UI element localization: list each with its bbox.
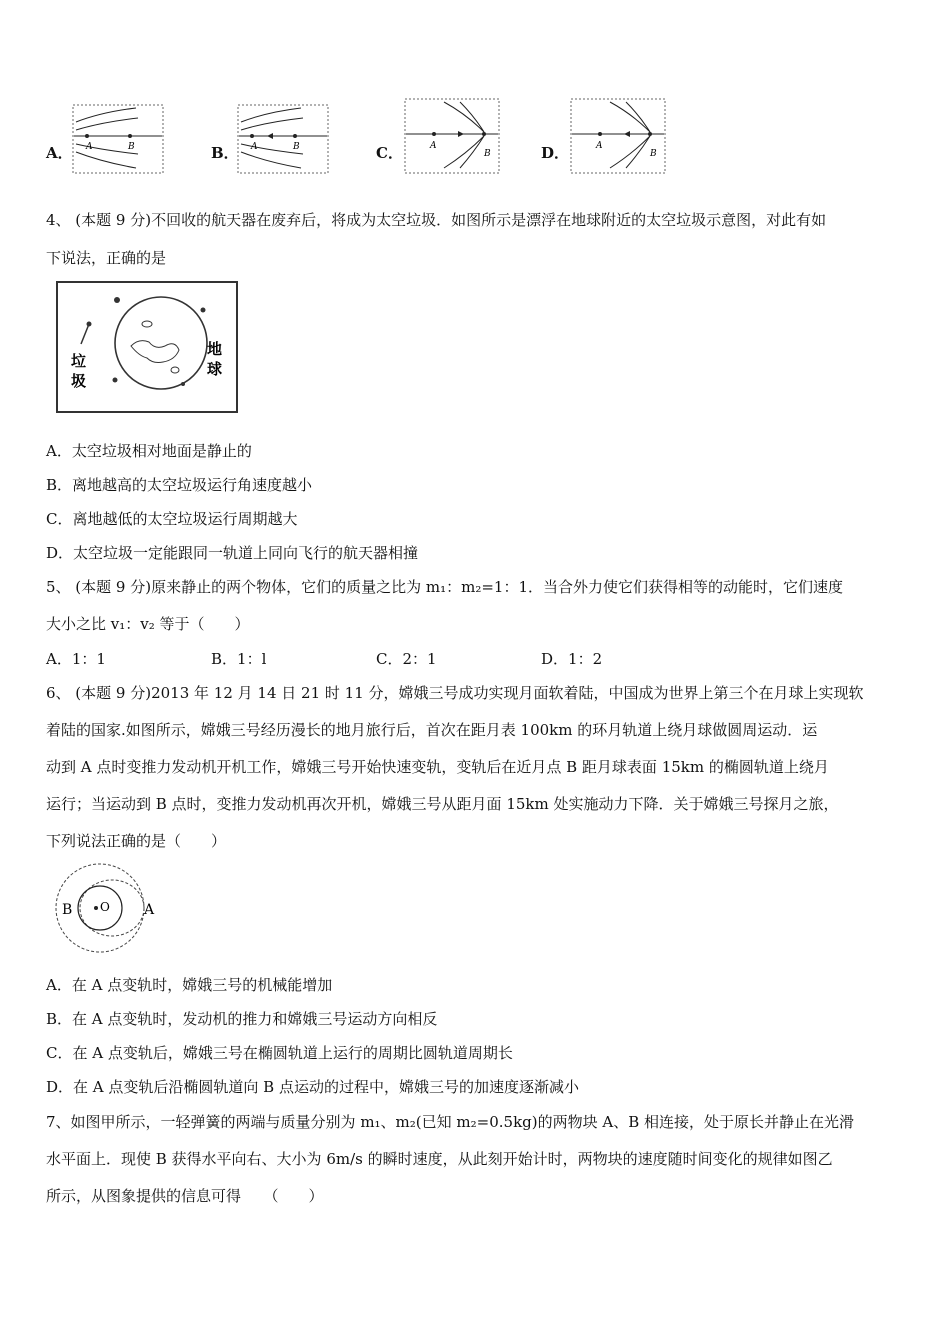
field-line — [241, 152, 301, 168]
q4-stem-line-2: 下说法，正确的是 — [46, 249, 167, 267]
q7-stem-line-1: 7、如图甲所示，一轻弹簧的两端与质量分别为 m₁、m₂(已知 m₂=0.5kg)的两物块 A、B 相连接，处于原长并静止在光滑 — [46, 1113, 855, 1131]
point-a-label: A — [430, 141, 437, 151]
field-line — [76, 118, 138, 130]
earth-label-2: 球 — [207, 360, 223, 378]
q5-stem-line-1: 5、 (本题 9 分)原来静止的两个物体，它们的质量之比为 m₁：m₂=1：1．当合外力使它们获得相等的动能时，它们速度 — [46, 578, 843, 596]
field-line — [241, 118, 303, 130]
q6-option-d: D．在 A 点变轨后沿椭圆轨道向 B 点运动的过程中，嫦娥三号的加速度逐渐减小 — [46, 1078, 579, 1096]
point-a-label: A — [144, 902, 155, 918]
q5-option-d: D．1：2 — [541, 650, 603, 668]
point-a — [85, 134, 89, 138]
q4-option-b: B．离地越高的太空垃圾运行角速度越小 — [46, 476, 313, 494]
q6-stem-line-1: 6、 (本题 9 分)2013 年 12 月 14 日 21 时 11 分，嫦娥三号成功实现月面软着陆，中国成为世界上第三个在月球上实现软 — [46, 684, 864, 702]
point-b-label: B — [484, 149, 491, 159]
point-a-label: A — [596, 141, 603, 151]
figure-frame — [73, 105, 163, 173]
q4-option-c: C．离地越低的太空垃圾运行周期越大 — [46, 510, 298, 528]
q5-option-b: B．1：l — [211, 650, 267, 668]
q6-stem-line-2: 着陆的国家.如图所示，嫦娥三号经历漫长的地月旅行后，首次在距月表 100km 的环月轨道上绕月球做圆周运动．运 — [46, 721, 818, 739]
point-b-label: B — [62, 902, 73, 918]
figure-frame — [571, 99, 665, 173]
island-shape — [171, 367, 179, 373]
field-line — [76, 108, 136, 122]
q3-option-b-label: B． — [211, 144, 239, 162]
field-line — [241, 108, 301, 122]
field-line — [626, 136, 650, 168]
point-a — [432, 132, 436, 136]
q5-option-a: A．1：1 — [46, 650, 106, 668]
q4-stem-line-1: 4、 (本题 9 分)不回收的航天器在废弃后，将成为太空垃圾．如图所示是漂浮在地球附近的太空垃圾示意图，对此有如 — [46, 211, 827, 229]
point-a — [250, 134, 254, 138]
q6-stem-line-3: 动到 A 点时变推力发动机开机工作，嫦娥三号开始快速变轨，变轨后在近月点 B 距月球表面 15km 的椭圆轨道上绕月 — [46, 758, 829, 776]
figure-frame — [405, 99, 499, 173]
figure-frame — [238, 105, 328, 173]
point-a-label: A — [86, 142, 93, 152]
q6-option-a: A．在 A 点变轨时，嫦娥三号的机械能增加 — [46, 976, 333, 994]
point-o-label: O — [100, 900, 110, 914]
q4-option-d: D．太空垃圾一定能跟同一轨道上同向飞行的航天器相撞 — [46, 544, 419, 562]
q4-space-debris-figure — [55, 280, 239, 414]
field-line — [76, 152, 136, 168]
point-b-label: B — [128, 142, 135, 152]
q6-stem-line-5: 下列说法正确的是（ ） — [46, 832, 227, 850]
island-shape — [142, 321, 152, 327]
point-b — [482, 132, 486, 136]
debris-dot — [181, 382, 185, 386]
q3-figure-a — [72, 104, 164, 174]
pointer-line — [81, 324, 89, 344]
point-b — [128, 134, 132, 138]
q3-figure-b — [237, 104, 329, 174]
arrow-left-icon — [267, 133, 273, 139]
q3-option-c-label: C． — [376, 144, 403, 162]
q3-option-d-label: D． — [541, 144, 570, 162]
debris-dot — [113, 378, 118, 383]
q7-stem-line-3: 所示，从图象提供的信息可得 （ ） — [46, 1187, 324, 1205]
point-a — [598, 132, 602, 136]
q6-option-b: B．在 A 点变轨时，发动机的推力和嫦娥三号运动方向相反 — [46, 1010, 438, 1028]
q5-option-c: C．2：1 — [376, 650, 437, 668]
debris-dot — [201, 308, 206, 313]
q3-figure-d — [570, 98, 666, 174]
point-b — [293, 134, 297, 138]
q6-option-c: C．在 A 点变轨后，嫦娥三号在椭圆轨道上运行的周期比圆轨道周期长 — [46, 1044, 513, 1062]
field-line — [460, 102, 484, 132]
arrow-right-icon — [458, 131, 464, 137]
q3-option-a-label: A． — [46, 144, 73, 162]
q7-stem-line-2: 水平面上．现使 B 获得水平向右、大小为 6m/s 的瞬时速度，从此刻开始计时，两物块的速度随时间变化的规律如图乙 — [46, 1150, 833, 1168]
debris-dot — [114, 297, 120, 303]
arrow-left-icon — [624, 131, 630, 137]
point-a-label: A — [251, 142, 258, 152]
q5-stem-line-2: 大小之比 v₁：v₂ 等于（ ） — [46, 615, 250, 633]
debris-label-1: 垃 — [71, 352, 87, 370]
point-b-label: B — [293, 142, 300, 152]
point-b-label: B — [650, 149, 657, 159]
q6-orbit-figure — [52, 862, 162, 954]
q3-figure-c — [404, 98, 500, 174]
debris-label-2: 圾 — [71, 372, 87, 390]
q6-stem-line-4: 运行；当运动到 B 点时，变推力发动机再次开机，嫦娥三号从距月面 15km 处实施动力下降．关于嫦娥三号探月之旅， — [46, 795, 839, 813]
earth-circle — [115, 297, 207, 389]
field-line — [626, 102, 650, 132]
field-line — [460, 136, 484, 168]
continent-shape — [131, 341, 179, 363]
earth-label-1: 地 — [207, 340, 223, 358]
q4-option-a: A．太空垃圾相对地面是静止的 — [46, 442, 252, 460]
point-b — [648, 132, 652, 136]
center-point — [94, 906, 98, 910]
